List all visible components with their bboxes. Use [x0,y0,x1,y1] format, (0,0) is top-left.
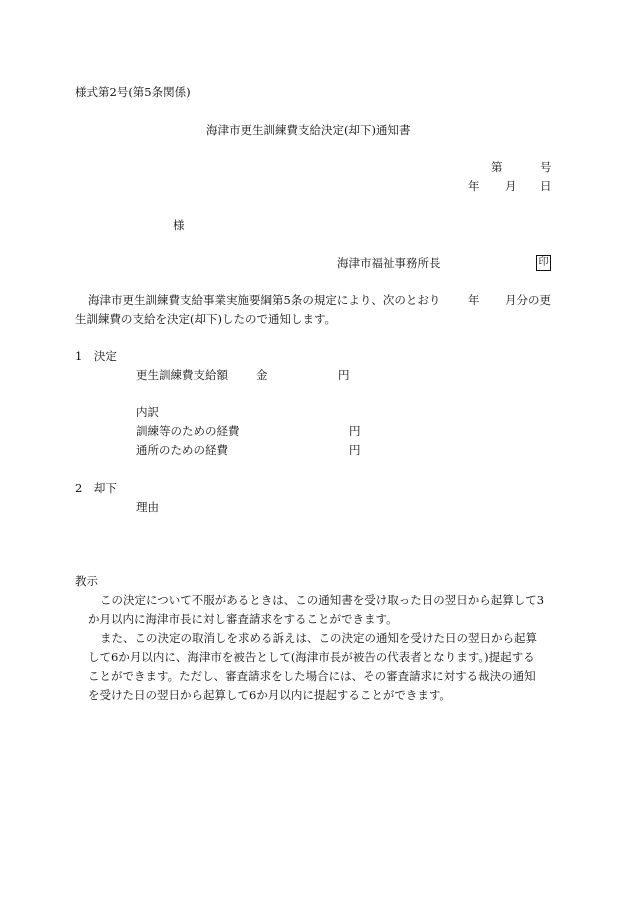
form-label: 様式第2号(第5条関係) [75,85,191,99]
notice-p2-line-2: して6か月以内に、海津市を被告として(海津市長が被告の代表者となります。)提起する [88,650,535,664]
item-2-label: 通所のための経費 [136,443,228,457]
amount-kin: 金 [256,368,268,382]
number-dai: 第 [491,160,503,174]
notice-heading: 教示 [75,574,98,588]
notice-p2-line-4: を受けた日の翌日から起算して6か月以内に提起することができます。 [88,688,451,702]
body-year: 年 [468,293,480,307]
reason-label: 理由 [136,500,159,514]
breakdown-label: 内訳 [136,405,159,419]
amount-label: 更生訓練費支給額 [136,368,228,382]
item-1-label: 訓練等のための経費 [136,424,240,438]
page-title: 海津市更生訓練費支給決定(却下)通知書 [206,123,411,137]
notice-p1-line-2: か月以内に海津市長に対し審査請求をすることができます。 [88,612,398,626]
body-line-1: 海津市更生訓練費支給事業実施要綱第5条の規定により、次のとおり [88,293,441,307]
section-1-heading: 1 決定 [75,349,117,363]
notice-p2-line-1: また、この決定の取消しを求める訴えは、この決定の通知を受けた日の翌日から起算 [100,631,537,645]
section-2-heading: 2 却下 [75,481,117,495]
number-go: 号 [540,160,552,174]
date-month: 月 [505,179,517,193]
issuer: 海津市福祉事務所長 [337,256,441,270]
addressee-sama: 様 [173,218,185,232]
amount-yen: 円 [338,368,350,382]
date-day: 日 [540,179,552,193]
body-line-2: 生訓練費の支給を決定(却下)したので通知します。 [75,312,337,326]
item-1-yen: 円 [349,424,361,438]
notice-p2-line-3: ことができます。ただし、審査請求をした場合には、その審査請求に対する裁決の通知 [88,669,536,683]
notice-p1-line-1: この決定について不服があるときは、この通知書を受け取った日の翌日から起算して3 [100,593,545,607]
item-2-yen: 円 [349,443,361,457]
seal-box: 印 [536,255,551,271]
date-year: 年 [468,179,480,193]
body-month: 月分の更 [505,293,551,307]
